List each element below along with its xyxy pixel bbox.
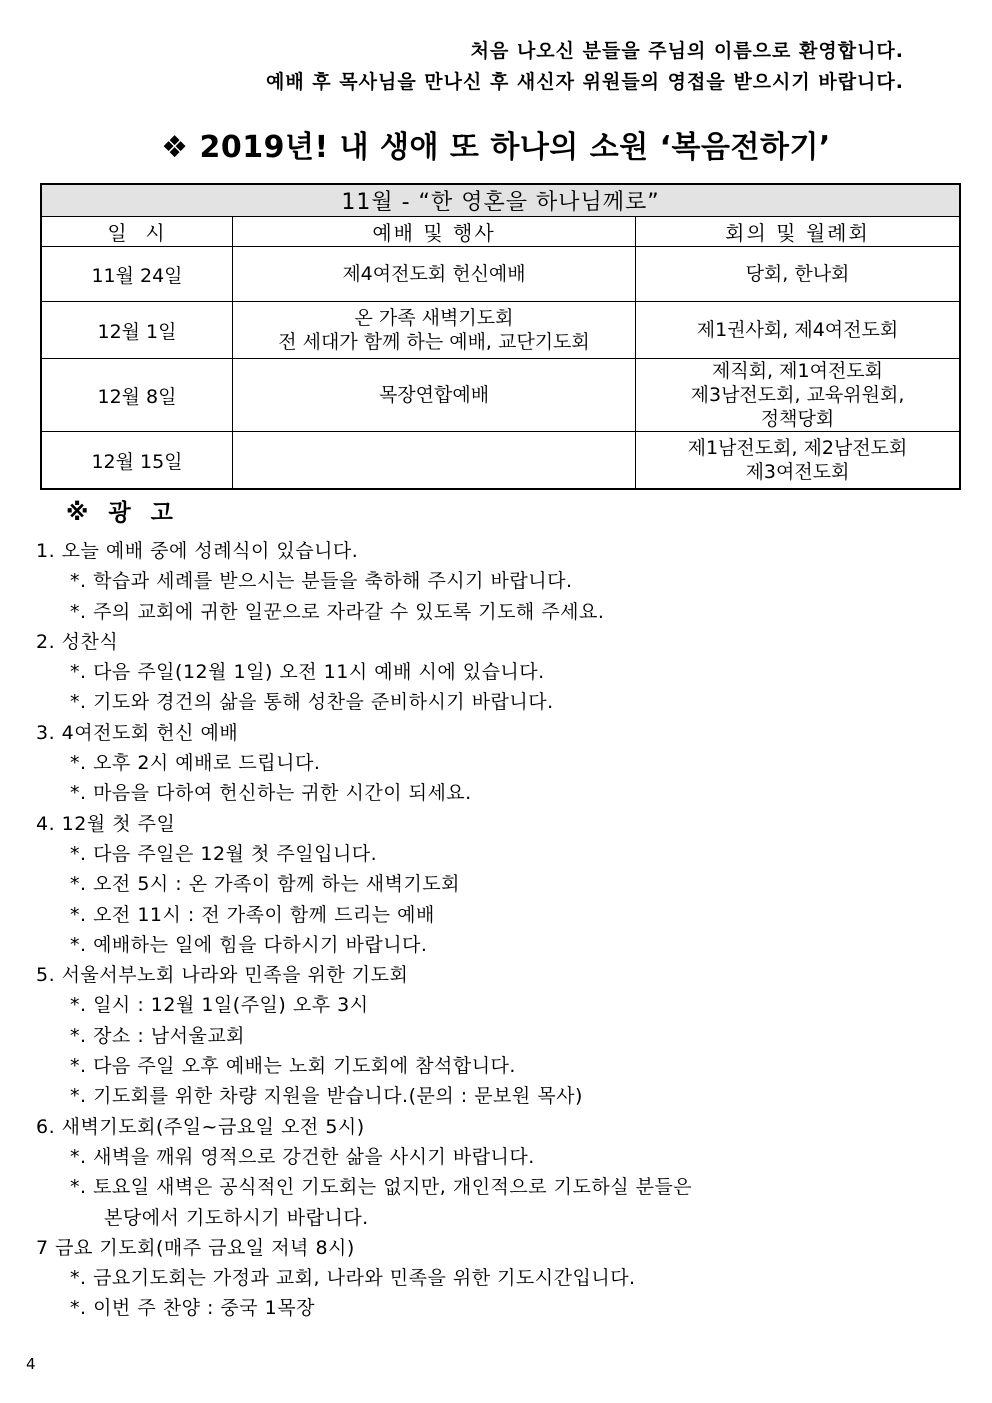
announcements-list (36, 536, 956, 1324)
meeting-line: 제직회, 제1여전도회 (712, 360, 883, 382)
announcement-item: *. 일시 : 12월 1일(주일) 오후 3시 (70, 994, 369, 1017)
event-line: 목장연합예배 (378, 384, 490, 406)
column-header-row (41, 217, 960, 247)
announcement-title: 5. 서울서부노회 나라와 민족을 위한 기도회 (36, 964, 409, 987)
announcement-item: *. 새벽을 깨워 영적으로 강건한 삶을 사시기 바랍니다. (70, 1145, 535, 1168)
announcement-title: 2. 성찬식 (36, 630, 119, 653)
announcement-item: *. 다음 주일(12월 1일) 오전 11시 예배 시에 있습니다. (70, 661, 545, 684)
announcement-item: *. 오전 5시 : 온 가족이 함께 하는 새벽기도회 (70, 873, 461, 896)
column-header-events: 예배 및 행사 (233, 217, 636, 247)
meeting-line: 당회, 한나회 (745, 263, 850, 285)
announcement-item: *. 장소 : 남서울교회 (70, 1024, 246, 1047)
table-row (41, 247, 960, 302)
welcome-line-2: 예배 후 목사님을 만나신 후 새신자 위원들의 영접을 받으시기 바랍니다. (265, 71, 904, 93)
announcement-item: *. 학습과 세례를 받으시는 분들을 축하해 주시기 바랍니다. (70, 570, 573, 593)
announcement-item: *. 토요일 새벽은 공식적인 기도회는 없지만, 개인적으로 기도하실 분들은 (70, 1176, 693, 1199)
announcement-title: 3. 4여전도회 헌신 예배 (36, 721, 239, 744)
row-date: 12월 1일 (41, 302, 233, 359)
table-row (41, 302, 960, 359)
meeting-line: 제1권사회, 제4여전도회 (696, 319, 899, 341)
announcement-title: 7 금요 기도회(매주 금요일 저녁 8시) (36, 1236, 355, 1259)
page-number: 4 (26, 1355, 36, 1373)
row-events (233, 359, 636, 432)
announcement-item: *. 이번 주 찬양 : 중국 1목장 (70, 1297, 315, 1320)
announcement-item: *. 금요기도회는 가정과 교회, 나라와 민족을 위한 기도시간입니다. (70, 1267, 636, 1290)
announcement-item: *. 오전 11시 : 전 가족이 함께 드리는 예배 (70, 903, 435, 926)
announcement-item: *. 예배하는 일에 힘을 다하시기 바랍니다. (70, 933, 428, 956)
table-row (41, 432, 960, 490)
meeting-line: 제3남전도회, 교육위원회, (690, 384, 905, 406)
meeting-line: 제3여전도회 (745, 461, 850, 483)
month-header: 11월 - “한 영혼을 하나님께로” (41, 184, 960, 217)
row-events (233, 432, 636, 490)
announcements-title: ※ 광 고 (66, 500, 179, 526)
announcement-title: 6. 새벽기도회(주일~금요일 오전 5시) (36, 1115, 365, 1138)
row-meetings (636, 359, 961, 432)
announcement-title: 4. 12월 첫 주일 (36, 812, 176, 835)
page-title: ❖ 2019년! 내 생애 또 하나의 소원 ‘복음전하기’ (161, 130, 831, 165)
announcement-item: *. 주의 교회에 귀한 일꾼으로 자라갈 수 있도록 기도해 주세요. (70, 600, 605, 623)
schedule-table (40, 183, 961, 490)
event-line: 제4여전도회 헌신예배 (342, 263, 526, 285)
announcement-item: *. 마음을 다하여 헌신하는 귀한 시간이 되세요. (70, 782, 472, 805)
row-meetings (636, 302, 961, 359)
announcement-item: *. 다음 주일 오후 예배는 노회 기도회에 참석합니다. (70, 1055, 516, 1078)
row-meetings (636, 247, 961, 302)
row-date: 11월 24일 (41, 247, 233, 302)
welcome-line-1: 처음 나오신 분들을 주님의 이름으로 환영합니다. (470, 40, 904, 62)
announcement-item: *. 오후 2시 예배로 드립니다. (70, 752, 321, 775)
meeting-line: 제1남전도회, 제2남전도회 (687, 437, 908, 459)
announcement-item: *. 기도와 경건의 삶을 통해 성찬을 준비하시기 바랍니다. (70, 691, 554, 714)
event-line: 전 세대가 함께 하는 예배, 교단기도회 (278, 331, 590, 353)
row-date: 12월 15일 (41, 432, 233, 490)
announcement-title: 1. 오늘 예배 중에 성례식이 있습니다. (36, 540, 359, 562)
announcement-item: *. 다음 주일은 12월 첫 주일입니다. (70, 842, 378, 865)
meeting-line: 정책당회 (760, 408, 835, 430)
row-date: 12월 8일 (41, 359, 233, 432)
announcement-item: *. 기도회를 위한 차량 지원을 받습니다.(문의 : 문보원 목사) (70, 1085, 583, 1108)
event-line: 온 가족 새벽기도회 (354, 307, 514, 329)
table-row (41, 359, 960, 432)
column-header-date: 일 시 (41, 217, 233, 247)
welcome-message (266, 36, 904, 98)
month-header-row (41, 184, 960, 217)
row-events (233, 247, 636, 302)
row-events (233, 302, 636, 359)
column-header-meetings: 회의 및 월례회 (636, 217, 961, 247)
row-meetings (636, 432, 961, 490)
announcement-item-continuation: 본당에서 기도하시기 바랍니다. (104, 1206, 369, 1229)
